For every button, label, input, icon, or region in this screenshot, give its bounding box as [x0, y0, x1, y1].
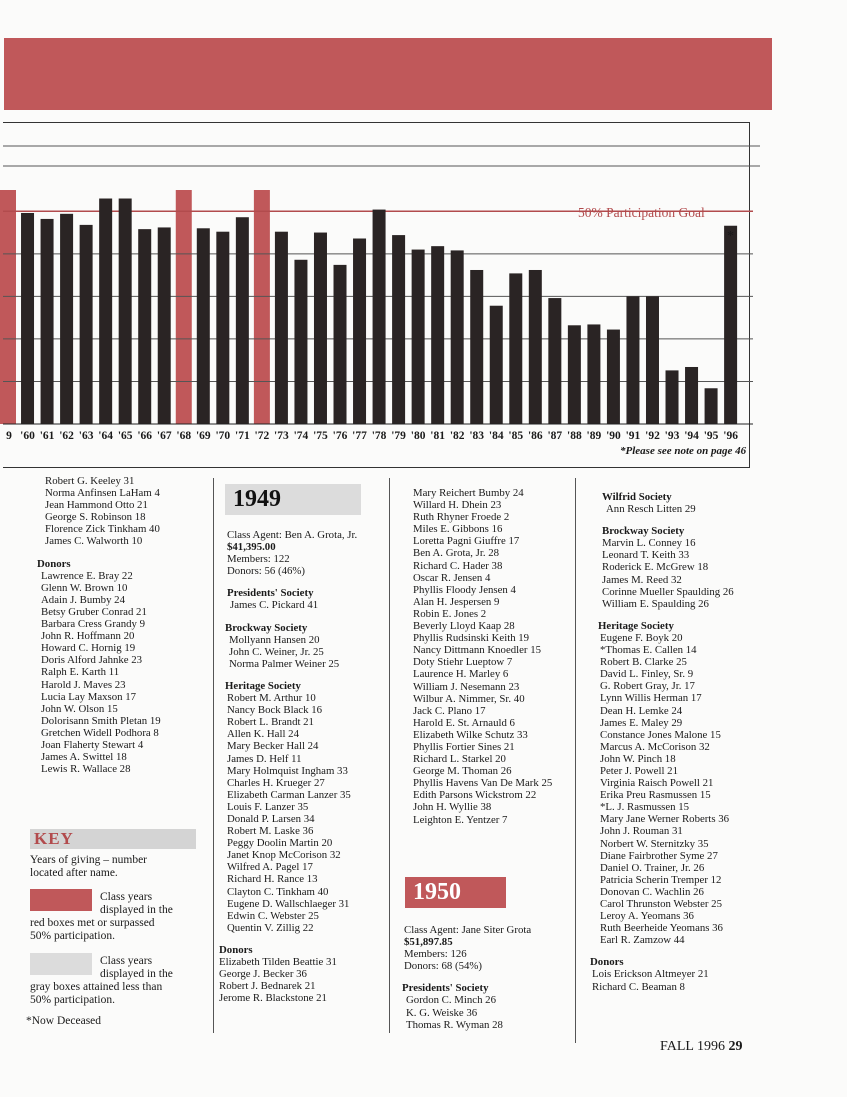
bar	[80, 225, 93, 424]
tick-label: '62	[59, 430, 74, 442]
name-entry: Phyllis Rudsinski Keith 19	[413, 632, 530, 645]
bar	[626, 296, 639, 424]
tick-label: '87	[547, 430, 563, 442]
name-entry: Willard H. Dhein 23	[413, 499, 502, 512]
tick-label: '94	[684, 430, 699, 442]
gray-key-text-cont	[30, 981, 162, 1007]
tick-label: '96	[723, 430, 738, 442]
brockway-entry: James M. Reed 32	[602, 573, 682, 586]
bar	[568, 325, 581, 424]
key-intro-line: Years of giving – number	[30, 854, 148, 866]
name-entry: Doty Stiehr Lueptow 7	[413, 656, 513, 669]
heritage-entry: Eugene D. Wallschlaeger 31	[227, 897, 350, 910]
column-2	[219, 529, 358, 1005]
class-year-1950: 1950	[405, 877, 506, 908]
class-agent: Class Agent: Jane Siter Grota	[404, 924, 532, 936]
heritage-entry: Robert L. Brandt 21	[227, 716, 314, 729]
key-intro-line: located after name.	[30, 867, 118, 879]
name-entry: Wilbur A. Nimmer, Sr. 40	[413, 692, 525, 705]
brockway-list	[602, 537, 734, 610]
class-members: Members: 126	[404, 948, 467, 961]
presidents-entry: K. G. Weiske 36	[406, 1006, 478, 1019]
heritage-entry: Ruth Beerheide Yeomans 36	[600, 922, 723, 935]
bar	[451, 250, 464, 424]
heritage-entry: Marcus A. McCorison 32	[600, 740, 710, 753]
heritage-entry: Robert B. Clarke 25	[600, 656, 687, 669]
name-entry: Jean Hammond Otto 21	[45, 499, 148, 512]
name-entry: Phyllis Havens Van De Mark 25	[413, 777, 553, 790]
class-amount: $51,897.85	[404, 936, 453, 949]
class-members: Members: 122	[227, 553, 290, 566]
heritage-entry: Louis F. Lanzer 35	[227, 800, 309, 813]
heritage-entry: John W. Pinch 18	[600, 752, 676, 765]
name-entry: Phyllis Fortier Sines 21	[413, 740, 515, 753]
name-entry: Richard L. Starkel 20	[413, 753, 506, 766]
brockway-list	[227, 634, 357, 670]
tick-label: '88	[567, 430, 582, 442]
bar	[373, 210, 386, 424]
donors-heading: Donors	[219, 943, 253, 956]
key-line: Class years	[100, 955, 153, 967]
name-entry: Phyllis Floody Jensen 4	[413, 583, 516, 596]
donors-list	[219, 956, 357, 1004]
key-line: displayed in the	[100, 968, 173, 980]
heritage-entry: Daniel O. Trainer, Jr. 26	[600, 861, 705, 874]
bar	[548, 298, 561, 424]
bar-asterisk: *	[727, 229, 734, 244]
donor-entry: Lois Erickson Altmeyer 21	[592, 968, 709, 981]
brockway-society-heading: Brockway Society	[225, 621, 308, 634]
bar	[158, 227, 171, 424]
bar	[99, 199, 112, 424]
issue-label: FALL 1996	[660, 1039, 725, 1054]
tick-label: '90	[606, 430, 621, 442]
tick-label: '85	[508, 430, 524, 442]
donor-entry: Elizabeth Tilden Beattie 31	[219, 956, 337, 968]
class-year-1949: 1949	[225, 484, 361, 515]
x-axis-tick-labels	[0, 430, 760, 446]
tick-label: '77	[352, 430, 367, 442]
column-3-class-1950	[404, 924, 531, 1031]
donor-entry: John R. Hoffmann 20	[41, 630, 135, 643]
heritage-entry: Virginia Raisch Powell 21	[600, 777, 714, 790]
donor-entry: James A. Swittel 18	[41, 751, 127, 764]
red-key-text-cont	[30, 917, 155, 943]
heritage-entry: James D. Helf 11	[227, 752, 302, 765]
bar	[685, 367, 698, 424]
bar	[21, 213, 34, 424]
name-entry: Florence Zick Tinkham 40	[45, 523, 160, 536]
heritage-entry: Mary Jane Werner Roberts 36	[600, 813, 730, 826]
donor-entry: Glenn W. Brown 10	[41, 581, 128, 594]
name-entry: George S. Robinson 18	[45, 511, 146, 524]
heritage-entry: Leroy A. Yeomans 36	[600, 910, 694, 923]
heritage-entry: Wilfred A. Pagel 17	[227, 861, 313, 874]
key-line: gray boxes attained less than	[30, 981, 163, 993]
tick-label: '72	[254, 430, 270, 442]
name-entry: Leighton E. Yentzer 7	[413, 813, 508, 826]
heritage-entry: Peter J. Powell 21	[600, 764, 678, 777]
name-list	[45, 475, 161, 548]
key-line: Class years	[100, 891, 153, 903]
tick-label: 9	[6, 430, 12, 442]
heritage-entry: Carol Thrunston Webster 25	[600, 898, 722, 910]
donor-entry: Robert J. Bednarek 21	[219, 980, 316, 993]
name-entry: Norma Anfinsen LaHam 4	[45, 487, 160, 500]
tick-label: '64	[98, 430, 113, 442]
bar	[119, 199, 132, 424]
bar	[353, 239, 366, 424]
brockway-entry: Roderick E. McGrew 18	[602, 561, 709, 574]
bar	[236, 217, 249, 424]
tick-label: '60	[20, 430, 35, 442]
heritage-entry: G. Robert Gray, Jr. 17	[600, 680, 695, 693]
brockway-entry: Corinne Mueller Spaulding 26	[602, 585, 734, 598]
heritage-entry: David L. Finley, Sr. 9	[600, 668, 694, 681]
heritage-entry: Earl R. Zamzow 44	[600, 934, 685, 947]
heritage-entry: Donald P. Larsen 34	[227, 812, 315, 825]
presidents-list	[227, 599, 357, 611]
donor-entry: Betsy Gruber Conrad 21	[41, 605, 147, 618]
bar	[724, 226, 737, 424]
heritage-entry: Donovan C. Wachlin 26	[600, 885, 704, 898]
presidents-list	[404, 994, 531, 1030]
heritage-entry: Allen K. Hall 24	[227, 728, 299, 741]
participation-bar-chart	[0, 0, 847, 470]
name-entry: Robert G. Keeley 31	[45, 475, 135, 487]
brockway-society-heading: Brockway Society	[602, 525, 685, 538]
donor-entry: Lucia Lay Maxson 17	[41, 690, 137, 703]
bar	[275, 232, 288, 424]
tick-label: '84	[488, 430, 504, 442]
heritage-entry: Nancy Bock Black 16	[227, 704, 323, 717]
class-agent: Class Agent: Ben A. Grota, Jr.	[227, 529, 358, 541]
key-intro	[30, 854, 147, 880]
bar	[294, 260, 307, 424]
name-entry: Jack C. Plano 17	[413, 704, 486, 717]
heritage-entry: James E. Maley 29	[600, 716, 683, 729]
presidents-society-heading: Presidents' Society	[402, 982, 489, 995]
heritage-entry: John J. Rouman 31	[600, 825, 683, 838]
donors-heading: Donors	[37, 557, 71, 570]
heritage-entry: Norbert W. Sternitzky 35	[600, 837, 709, 850]
tick-label: '61	[39, 430, 55, 442]
brockway-entry: Marvin L. Conney 16	[602, 537, 696, 550]
heritage-entry: Eugene F. Boyk 20	[600, 631, 683, 644]
bar	[529, 270, 542, 424]
tick-label: '93	[664, 430, 680, 442]
heritage-entry: *Thomas E. Callen 14	[600, 644, 697, 657]
red-highlight-column	[254, 190, 270, 424]
name-entry: Beverly Lloyd Kaap 28	[413, 620, 515, 633]
name-entry: Mary Reichert Bumby 24	[413, 487, 524, 499]
donor-entry: Adain J. Bumby 24	[41, 593, 125, 606]
brockway-entry: John C. Weiner, Jr. 25	[229, 645, 324, 658]
name-entry: Richard C. Hader 38	[413, 559, 503, 572]
key-line: red boxes met or surpassed	[30, 917, 155, 929]
heritage-entry: Lynn Willis Herman 17	[600, 692, 702, 705]
tick-label: '70	[215, 430, 231, 442]
donor-entry: Richard C. Beaman 8	[592, 980, 685, 993]
donors-heading: Donors	[590, 956, 624, 969]
tick-label: '76	[332, 430, 348, 442]
page-footer	[660, 1039, 742, 1055]
name-entry: Loretta Pagni Giuffre 17	[413, 535, 520, 548]
heritage-entry: Mary Holmquist Ingham 33	[227, 764, 348, 777]
tick-label: '78	[371, 430, 387, 442]
tick-label: '74	[293, 430, 309, 442]
donor-entry: Lawrence E. Bray 22	[41, 569, 133, 582]
bar	[705, 388, 718, 424]
name-entry: James C. Walworth 10	[45, 535, 143, 548]
tick-label: '89	[586, 430, 602, 442]
tick-label: '80	[410, 430, 426, 442]
class-donors-count: Donors: 68 (54%)	[404, 960, 482, 973]
bar	[392, 235, 405, 424]
wilfrid-entry: Ann Resch Litten 29	[606, 503, 696, 516]
goal-label: 50% Participation Goal	[578, 205, 705, 220]
column-4	[590, 491, 734, 993]
tick-label: '82	[449, 430, 465, 442]
donor-entry: Doris Alford Jahnke 23	[41, 654, 143, 667]
tick-label: '67	[156, 430, 172, 442]
donors-list	[592, 968, 734, 992]
bar	[490, 306, 503, 424]
red-key-text	[100, 891, 173, 917]
donor-entry: John W. Olson 15	[41, 702, 118, 715]
class-amount: $41,395.00	[227, 541, 276, 554]
name-entry: Miles E. Gibbons 16	[413, 523, 503, 536]
heritage-society-heading: Heritage Society	[598, 619, 674, 632]
tick-label: '65	[117, 430, 133, 442]
column-rule	[213, 478, 214, 1033]
heritage-entry: Robert M. Arthur 10	[227, 692, 316, 705]
bar	[431, 246, 444, 424]
name-entry: George M. Thoman 26	[413, 765, 512, 778]
donor-entry: Joan Flaherty Stewart 4	[41, 738, 144, 751]
heritage-entry: Robert M. Laske 36	[227, 825, 314, 838]
name-entry: Elizabeth Wilke Schutz 33	[413, 728, 528, 741]
bar	[216, 232, 229, 424]
tick-label: '86	[527, 430, 543, 442]
key-line: displayed in the	[100, 904, 173, 916]
tick-label: '66	[137, 430, 153, 442]
bar	[470, 270, 483, 424]
heritage-entry: Mary Becker Hall 24	[227, 740, 319, 753]
heritage-entry: Quentin V. Zillig 22	[227, 921, 314, 934]
chart-footnote: *Please see note on page 46	[620, 445, 747, 457]
heritage-entry: Constance Jones Malone 15	[600, 728, 721, 741]
name-entry: Alan H. Jespersen 9	[413, 595, 500, 608]
name-list	[413, 487, 552, 826]
donor-entry: Ralph E. Karth 11	[41, 666, 120, 679]
donor-entry: Howard C. Hornig 19	[41, 642, 136, 655]
column-rule	[575, 478, 576, 1043]
bar	[509, 273, 522, 424]
donors-list	[41, 570, 161, 776]
red-key-swatch	[30, 889, 92, 911]
heritage-entry: Erika Preu Rasmussen 15	[600, 789, 711, 802]
bar	[60, 214, 73, 424]
heritage-entry: Janet Knop McCorison 32	[227, 849, 341, 862]
bar	[607, 330, 620, 424]
bar	[138, 229, 151, 424]
heritage-entry: Dean H. Lemke 24	[600, 704, 683, 717]
red-highlight-column	[0, 190, 16, 424]
tick-label: '73	[274, 430, 289, 442]
heritage-list	[600, 632, 734, 946]
donor-entry: George J. Becker 36	[219, 968, 307, 981]
donor-entry: Lewis R. Wallace 28	[41, 763, 131, 776]
name-entry: Oscar R. Jensen 4	[413, 571, 491, 584]
deceased-note: *Now Deceased	[26, 1015, 102, 1027]
page-number: 29	[728, 1039, 743, 1054]
name-entry: Nancy Dittmann Knoedler 15	[413, 644, 542, 657]
name-entry: John H. Wyllie 38	[413, 801, 492, 814]
brockway-entry: William E. Spaulding 26	[602, 597, 709, 610]
name-entry: Edith Parsons Wickstrom 22	[413, 789, 537, 802]
wilfrid-society-heading: Wilfrid Society	[602, 491, 672, 503]
bar	[314, 233, 327, 424]
donor-entry: Harold J. Maves 23	[41, 678, 126, 691]
tick-label: '69	[195, 430, 211, 442]
tick-label: '83	[469, 430, 485, 442]
heritage-entry: Diane Fairbrother Syme 27	[600, 849, 718, 862]
bar	[646, 296, 659, 424]
heritage-entry: Charles H. Krueger 27	[227, 776, 325, 789]
red-highlight-column	[176, 190, 192, 424]
brockway-entry: Norma Palmer Weiner 25	[229, 657, 340, 670]
heritage-entry: Richard H. Rance 13	[227, 873, 318, 886]
presidents-entry: Thomas R. Wyman 28	[406, 1018, 503, 1031]
presidents-entry: James C. Pickard 41	[230, 599, 319, 612]
tick-label: '92	[645, 430, 660, 442]
tick-label: '79	[391, 430, 406, 442]
name-entry: Ben A. Grota, Jr. 28	[413, 547, 500, 560]
tick-label: '81	[430, 430, 446, 442]
heritage-society-heading: Heritage Society	[225, 679, 301, 692]
name-entry: William J. Nesemann 23	[413, 680, 520, 693]
column-3	[413, 487, 552, 826]
brockway-entry: Mollyann Hansen 20	[229, 633, 320, 646]
gray-key-text	[100, 955, 173, 981]
bar	[666, 370, 679, 424]
heritage-entry: Elizabeth Carman Lanzer 35	[227, 788, 351, 801]
tick-label: '68	[176, 430, 192, 442]
class-donors-count: Donors: 56 (46%)	[227, 565, 305, 578]
bar	[41, 219, 54, 424]
heritage-list	[227, 692, 357, 934]
donor-entry: Dolorisann Smith Pletan 19	[41, 714, 161, 727]
heritage-entry: Clayton C. Tinkham 40	[227, 885, 329, 898]
tick-label: '91	[625, 430, 641, 442]
heritage-entry: Peggy Doolin Martin 20	[227, 837, 333, 850]
name-entry: Harold E. St. Arnauld 6	[413, 716, 515, 729]
name-entry: Robin E. Jones 2	[413, 607, 487, 620]
key-line: 50% participation.	[30, 994, 115, 1006]
heritage-entry: Edwin C. Webster 25	[227, 909, 319, 922]
bar	[587, 324, 600, 424]
wilfrid-list	[602, 503, 734, 515]
bar	[334, 265, 347, 424]
tick-label: '63	[78, 430, 94, 442]
key-heading: KEY	[30, 829, 196, 849]
name-entry: Ruth Rhyner Froede 2	[413, 511, 510, 524]
bar	[412, 250, 425, 424]
heritage-entry: *L. J. Rasmussen 15	[600, 801, 690, 814]
tick-label: '71	[235, 430, 250, 442]
brockway-entry: Leonard T. Keith 33	[602, 549, 690, 562]
donor-entry: Gretchen Widell Podhora 8	[41, 726, 159, 739]
presidents-entry: Gordon C. Minch 26	[406, 994, 496, 1007]
heritage-entry: Patricia Scherin Tremper 12	[600, 873, 722, 886]
column-1	[37, 475, 161, 776]
presidents-society-heading: Presidents' Society	[227, 587, 314, 600]
tick-label: '75	[313, 430, 328, 442]
donor-entry: Barbara Cress Grandy 9	[41, 618, 146, 631]
name-entry: Laurence H. Marley 6	[413, 668, 509, 681]
bar	[197, 228, 210, 424]
key-line: 50% participation.	[30, 930, 115, 942]
gray-key-swatch	[30, 953, 92, 975]
tick-label: '95	[703, 430, 719, 442]
column-rule	[389, 478, 390, 1033]
donor-entry: Jerome R. Blackstone 21	[219, 992, 327, 1005]
